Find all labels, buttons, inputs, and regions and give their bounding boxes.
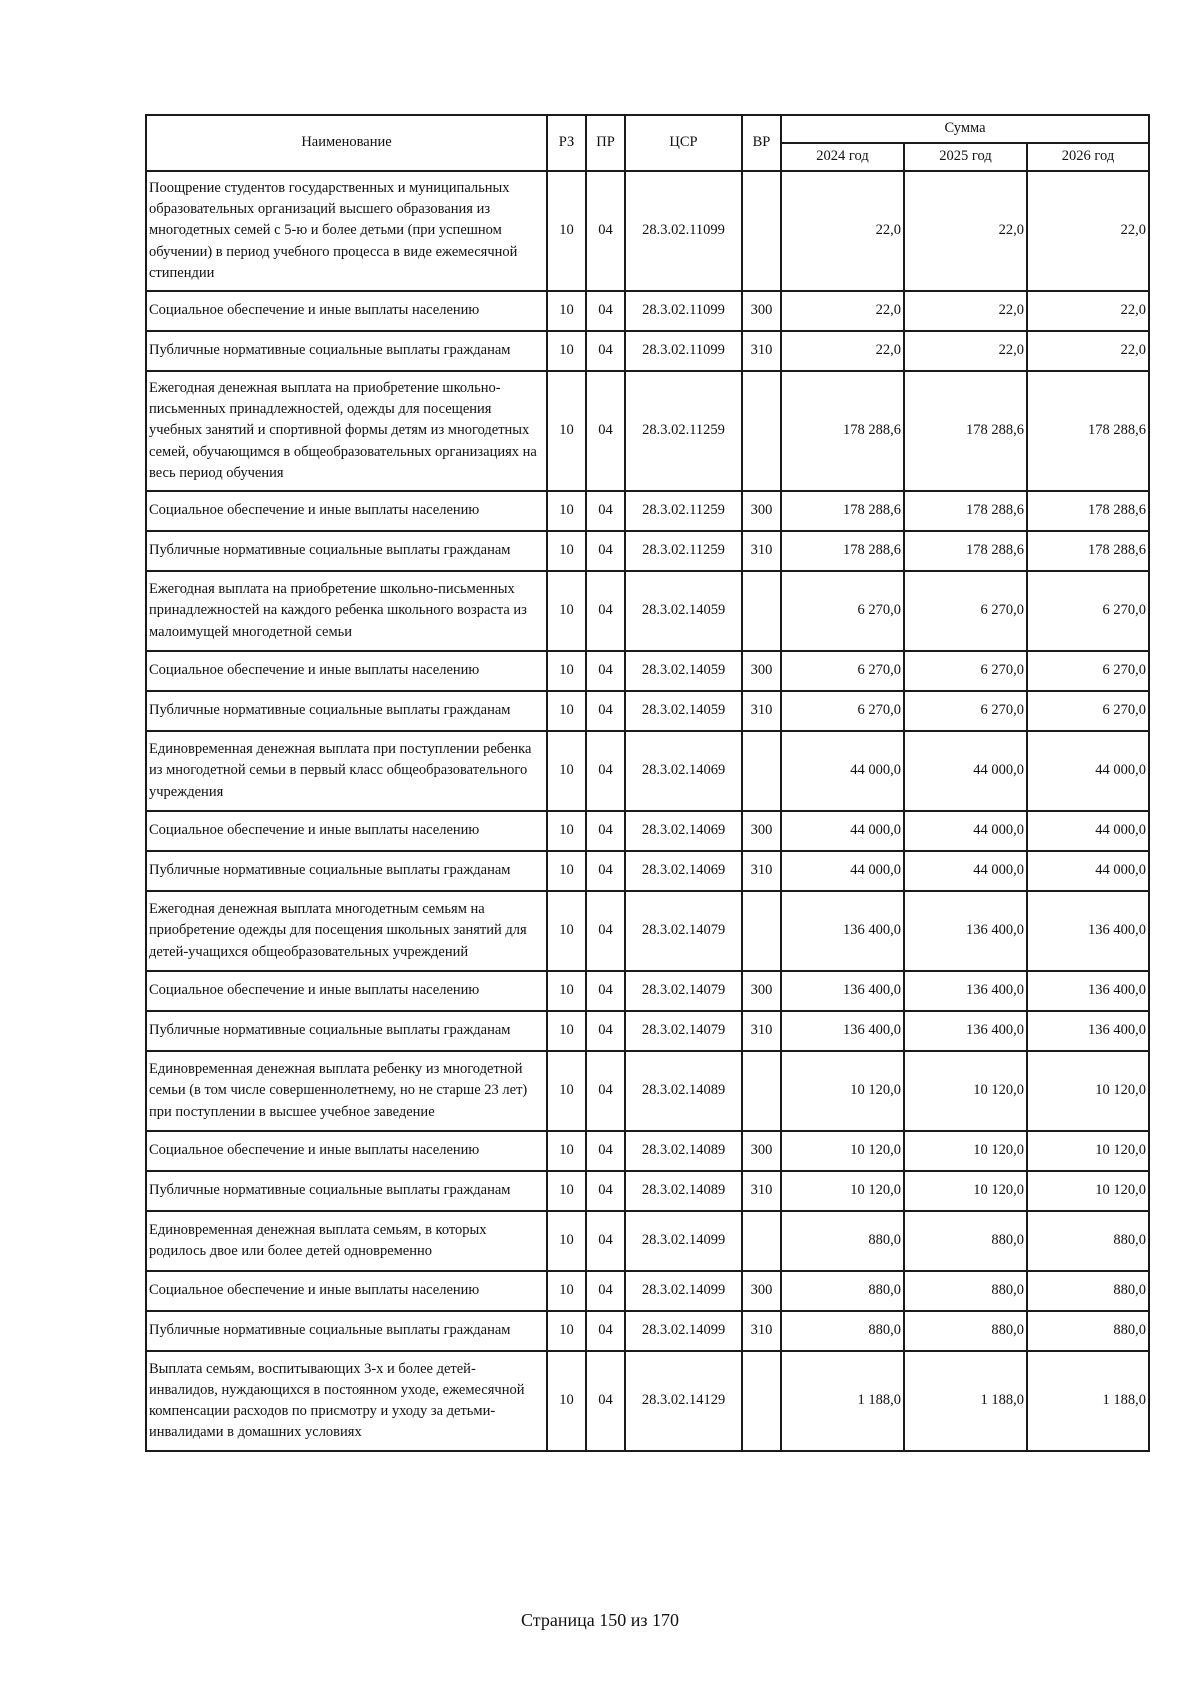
cell-rz: 10 [547, 1211, 586, 1271]
cell-name: Публичные нормативные социальные выплаты гражданам [146, 1171, 547, 1211]
cell-rz: 10 [547, 331, 586, 371]
cell-name: Социальное обеспечение и иные выплаты населению [146, 1131, 547, 1171]
cell-sum-2025: 22,0 [904, 171, 1027, 291]
cell-sum-2026: 6 270,0 [1027, 571, 1149, 651]
cell-csr: 28.3.02.14089 [625, 1171, 742, 1211]
cell-sum-2025: 6 270,0 [904, 651, 1027, 691]
cell-sum-2026: 178 288,6 [1027, 491, 1149, 531]
cell-rz: 10 [547, 851, 586, 891]
cell-sum-2025: 178 288,6 [904, 531, 1027, 571]
cell-name: Публичные нормативные социальные выплаты гражданам [146, 691, 547, 731]
cell-sum-2024: 6 270,0 [781, 571, 904, 651]
cell-sum-2026: 136 400,0 [1027, 891, 1149, 971]
cell-csr: 28.3.02.14129 [625, 1351, 742, 1451]
cell-rz: 10 [547, 651, 586, 691]
cell-csr: 28.3.02.11099 [625, 291, 742, 331]
cell-sum-2024: 44 000,0 [781, 731, 904, 811]
cell-rz: 10 [547, 1351, 586, 1451]
cell-csr: 28.3.02.14099 [625, 1311, 742, 1351]
cell-rz: 10 [547, 171, 586, 291]
header-pr: ПР [586, 115, 625, 171]
table-row [146, 571, 1149, 651]
table-row [146, 651, 1149, 691]
cell-sum-2025: 880,0 [904, 1211, 1027, 1271]
cell-pr: 04 [586, 531, 625, 571]
table-row [146, 1211, 1149, 1271]
cell-sum-2026: 178 288,6 [1027, 371, 1149, 491]
cell-sum-2025: 22,0 [904, 291, 1027, 331]
table-row [146, 891, 1149, 971]
cell-pr: 04 [586, 691, 625, 731]
cell-pr: 04 [586, 811, 625, 851]
cell-sum-2024: 880,0 [781, 1211, 904, 1271]
cell-sum-2025: 880,0 [904, 1271, 1027, 1311]
cell-rz: 10 [547, 291, 586, 331]
cell-sum-2025: 178 288,6 [904, 491, 1027, 531]
cell-csr: 28.3.02.14079 [625, 1011, 742, 1051]
header-rz: РЗ [547, 115, 586, 171]
cell-name: Социальное обеспечение и иные выплаты населению [146, 811, 547, 851]
cell-name: Социальное обеспечение и иные выплаты населению [146, 651, 547, 691]
header-vr: ВР [742, 115, 781, 171]
cell-vr: 310 [742, 531, 781, 571]
cell-sum-2026: 136 400,0 [1027, 1011, 1149, 1051]
cell-sum-2024: 44 000,0 [781, 851, 904, 891]
cell-pr: 04 [586, 1131, 625, 1171]
cell-name: Публичные нормативные социальные выплаты гражданам [146, 331, 547, 371]
cell-vr: 310 [742, 1311, 781, 1351]
cell-sum-2026: 880,0 [1027, 1311, 1149, 1351]
cell-name: Социальное обеспечение и иные выплаты населению [146, 491, 547, 531]
cell-csr: 28.3.02.14089 [625, 1131, 742, 1171]
cell-rz: 10 [547, 1171, 586, 1211]
cell-sum-2026: 22,0 [1027, 171, 1149, 291]
cell-vr: 300 [742, 811, 781, 851]
cell-name: Ежегодная денежная выплата многодетным семьям на приобретение одежды для посещения школьных занятий для детей-учащихся общеобразовательных учреждений [146, 891, 547, 971]
cell-pr: 04 [586, 851, 625, 891]
cell-sum-2026: 136 400,0 [1027, 971, 1149, 1011]
header-csr: ЦСР [625, 115, 742, 171]
cell-sum-2025: 136 400,0 [904, 1011, 1027, 1051]
cell-sum-2024: 178 288,6 [781, 491, 904, 531]
cell-rz: 10 [547, 371, 586, 491]
cell-sum-2024: 22,0 [781, 291, 904, 331]
table-row [146, 851, 1149, 891]
cell-pr: 04 [586, 1271, 625, 1311]
cell-name: Публичные нормативные социальные выплаты гражданам [146, 1311, 547, 1351]
cell-vr: 310 [742, 1011, 781, 1051]
cell-rz: 10 [547, 691, 586, 731]
cell-sum-2024: 6 270,0 [781, 651, 904, 691]
cell-sum-2025: 136 400,0 [904, 891, 1027, 971]
cell-sum-2024: 22,0 [781, 331, 904, 371]
cell-csr: 28.3.02.14079 [625, 971, 742, 1011]
table-row [146, 331, 1149, 371]
cell-sum-2026: 10 120,0 [1027, 1131, 1149, 1171]
cell-vr [742, 1211, 781, 1271]
cell-pr: 04 [586, 491, 625, 531]
cell-pr: 04 [586, 571, 625, 651]
cell-name: Социальное обеспечение и иные выплаты населению [146, 1271, 547, 1311]
cell-name: Ежегодная выплата на приобретение школьно-письменных принадлежностей на каждого ребенка школьного возраста из малоимущей многодетной семьи [146, 571, 547, 651]
cell-sum-2026: 44 000,0 [1027, 851, 1149, 891]
cell-sum-2025: 10 120,0 [904, 1051, 1027, 1131]
cell-sum-2025: 44 000,0 [904, 811, 1027, 851]
cell-vr: 300 [742, 1271, 781, 1311]
cell-sum-2024: 1 188,0 [781, 1351, 904, 1451]
cell-csr: 28.3.02.14069 [625, 811, 742, 851]
cell-csr: 28.3.02.14059 [625, 651, 742, 691]
table-row [146, 1171, 1149, 1211]
cell-sum-2024: 22,0 [781, 171, 904, 291]
table-row [146, 171, 1149, 291]
cell-csr: 28.3.02.14059 [625, 691, 742, 731]
cell-sum-2026: 1 188,0 [1027, 1351, 1149, 1451]
cell-pr: 04 [586, 1051, 625, 1131]
cell-sum-2025: 1 188,0 [904, 1351, 1027, 1451]
cell-rz: 10 [547, 971, 586, 1011]
cell-csr: 28.3.02.11259 [625, 531, 742, 571]
cell-sum-2024: 44 000,0 [781, 811, 904, 851]
table-row [146, 291, 1149, 331]
cell-name: Ежегодная денежная выплата на приобретение школьно-письменных принадлежностей, одежды для посещения учебных занятий и спортивной формы детям из многодетных семей, обучающимся в общеобразовательных организациях на весь период обучения [146, 371, 547, 491]
cell-csr: 28.3.02.14069 [625, 851, 742, 891]
cell-csr: 28.3.02.14099 [625, 1271, 742, 1311]
cell-name: Поощрение студентов государственных и муниципальных образовательных организаций высшего образования из многодетных семей с 5-ю и более детьми (при успешном обучении) в период учебного процесса в виде ежемесячной стипендии [146, 171, 547, 291]
cell-sum-2024: 880,0 [781, 1311, 904, 1351]
cell-vr: 300 [742, 651, 781, 691]
table-row [146, 1131, 1149, 1171]
cell-sum-2024: 6 270,0 [781, 691, 904, 731]
cell-pr: 04 [586, 331, 625, 371]
cell-pr: 04 [586, 1311, 625, 1351]
cell-sum-2026: 6 270,0 [1027, 691, 1149, 731]
cell-pr: 04 [586, 1351, 625, 1451]
cell-rz: 10 [547, 1011, 586, 1051]
cell-vr [742, 1051, 781, 1131]
table-row [146, 1271, 1149, 1311]
cell-sum-2025: 44 000,0 [904, 851, 1027, 891]
cell-csr: 28.3.02.14099 [625, 1211, 742, 1271]
cell-name: Единовременная денежная выплата ребенку из многодетной семьи (в том числе совершеннолетнему, но не старше 23 лет) при поступлении в высшее учебное заведение [146, 1051, 547, 1131]
cell-csr: 28.3.02.14079 [625, 891, 742, 971]
header-name: Наименование [146, 115, 547, 171]
cell-csr: 28.3.02.11099 [625, 171, 742, 291]
cell-sum-2026: 44 000,0 [1027, 731, 1149, 811]
table-row [146, 811, 1149, 851]
cell-csr: 28.3.02.11259 [625, 371, 742, 491]
cell-name: Социальное обеспечение и иные выплаты населению [146, 291, 547, 331]
cell-pr: 04 [586, 1011, 625, 1051]
header-sum: Сумма [781, 115, 1149, 143]
cell-vr [742, 1351, 781, 1451]
cell-rz: 10 [547, 1311, 586, 1351]
cell-rz: 10 [547, 1051, 586, 1131]
cell-pr: 04 [586, 1211, 625, 1271]
cell-sum-2026: 22,0 [1027, 331, 1149, 371]
header-year-2025: 2025 год [904, 143, 1027, 171]
cell-vr: 300 [742, 291, 781, 331]
table-body [146, 171, 1149, 1451]
cell-sum-2024: 880,0 [781, 1271, 904, 1311]
cell-sum-2025: 44 000,0 [904, 731, 1027, 811]
cell-vr: 310 [742, 691, 781, 731]
cell-sum-2026: 880,0 [1027, 1271, 1149, 1311]
cell-sum-2025: 136 400,0 [904, 971, 1027, 1011]
cell-sum-2024: 136 400,0 [781, 971, 904, 1011]
cell-rz: 10 [547, 571, 586, 651]
cell-vr: 310 [742, 851, 781, 891]
cell-vr [742, 371, 781, 491]
cell-pr: 04 [586, 971, 625, 1011]
cell-rz: 10 [547, 891, 586, 971]
table-row [146, 1011, 1149, 1051]
cell-vr [742, 571, 781, 651]
cell-csr: 28.3.02.14069 [625, 731, 742, 811]
header-year-2026: 2026 год [1027, 143, 1149, 171]
cell-rz: 10 [547, 811, 586, 851]
cell-sum-2026: 44 000,0 [1027, 811, 1149, 851]
cell-name: Публичные нормативные социальные выплаты гражданам [146, 851, 547, 891]
cell-pr: 04 [586, 291, 625, 331]
cell-vr [742, 731, 781, 811]
cell-sum-2024: 178 288,6 [781, 531, 904, 571]
table-row [146, 491, 1149, 531]
cell-name: Выплата семьям, воспитывающих 3-х и более детей-инвалидов, нуждающихся в постоянном уходе, ежемесячной компенсации расходов по присмотру и уходу за детьми-инвалидами в домашних условиях [146, 1351, 547, 1451]
table-header [146, 115, 1149, 171]
header-year-2024: 2024 год [781, 143, 904, 171]
cell-sum-2024: 136 400,0 [781, 1011, 904, 1051]
table-row [146, 1351, 1149, 1451]
cell-rz: 10 [547, 1131, 586, 1171]
cell-name: Социальное обеспечение и иные выплаты населению [146, 971, 547, 1011]
cell-sum-2024: 178 288,6 [781, 371, 904, 491]
cell-pr: 04 [586, 731, 625, 811]
cell-pr: 04 [586, 651, 625, 691]
cell-name: Публичные нормативные социальные выплаты гражданам [146, 531, 547, 571]
cell-sum-2025: 10 120,0 [904, 1131, 1027, 1171]
cell-vr: 300 [742, 1131, 781, 1171]
cell-rz: 10 [547, 491, 586, 531]
cell-rz: 10 [547, 1271, 586, 1311]
cell-sum-2026: 178 288,6 [1027, 531, 1149, 571]
table-row [146, 371, 1149, 491]
cell-vr: 300 [742, 971, 781, 1011]
cell-vr: 310 [742, 1171, 781, 1211]
cell-vr: 310 [742, 331, 781, 371]
cell-name: Единовременная денежная выплата семьям, в которых родилось двое или более детей одновременно [146, 1211, 547, 1271]
cell-pr: 04 [586, 371, 625, 491]
cell-vr [742, 891, 781, 971]
cell-vr [742, 171, 781, 291]
cell-sum-2026: 6 270,0 [1027, 651, 1149, 691]
cell-vr: 300 [742, 491, 781, 531]
cell-sum-2026: 10 120,0 [1027, 1171, 1149, 1211]
cell-sum-2026: 10 120,0 [1027, 1051, 1149, 1131]
cell-pr: 04 [586, 891, 625, 971]
cell-name: Единовременная денежная выплата при поступлении ребенка из многодетной семьи в первый класс общеобразовательного учреждения [146, 731, 547, 811]
cell-sum-2024: 10 120,0 [781, 1051, 904, 1131]
table-row [146, 1051, 1149, 1131]
cell-sum-2024: 10 120,0 [781, 1131, 904, 1171]
table-row [146, 1311, 1149, 1351]
cell-sum-2024: 10 120,0 [781, 1171, 904, 1211]
cell-sum-2025: 22,0 [904, 331, 1027, 371]
cell-name: Публичные нормативные социальные выплаты гражданам [146, 1011, 547, 1051]
cell-csr: 28.3.02.11099 [625, 331, 742, 371]
table-row [146, 971, 1149, 1011]
cell-pr: 04 [586, 171, 625, 291]
table-row [146, 731, 1149, 811]
budget-table [145, 114, 1150, 1452]
cell-rz: 10 [547, 531, 586, 571]
cell-pr: 04 [586, 1171, 625, 1211]
cell-sum-2025: 6 270,0 [904, 571, 1027, 651]
cell-csr: 28.3.02.11259 [625, 491, 742, 531]
cell-sum-2025: 178 288,6 [904, 371, 1027, 491]
cell-sum-2024: 136 400,0 [781, 891, 904, 971]
cell-csr: 28.3.02.14089 [625, 1051, 742, 1131]
table-row [146, 531, 1149, 571]
cell-sum-2025: 880,0 [904, 1311, 1027, 1351]
table-row [146, 691, 1149, 731]
cell-csr: 28.3.02.14059 [625, 571, 742, 651]
cell-sum-2026: 22,0 [1027, 291, 1149, 331]
cell-sum-2026: 880,0 [1027, 1211, 1149, 1271]
cell-sum-2025: 10 120,0 [904, 1171, 1027, 1211]
cell-sum-2025: 6 270,0 [904, 691, 1027, 731]
cell-rz: 10 [547, 731, 586, 811]
page-number: Страница 150 из 170 [521, 1610, 679, 1630]
